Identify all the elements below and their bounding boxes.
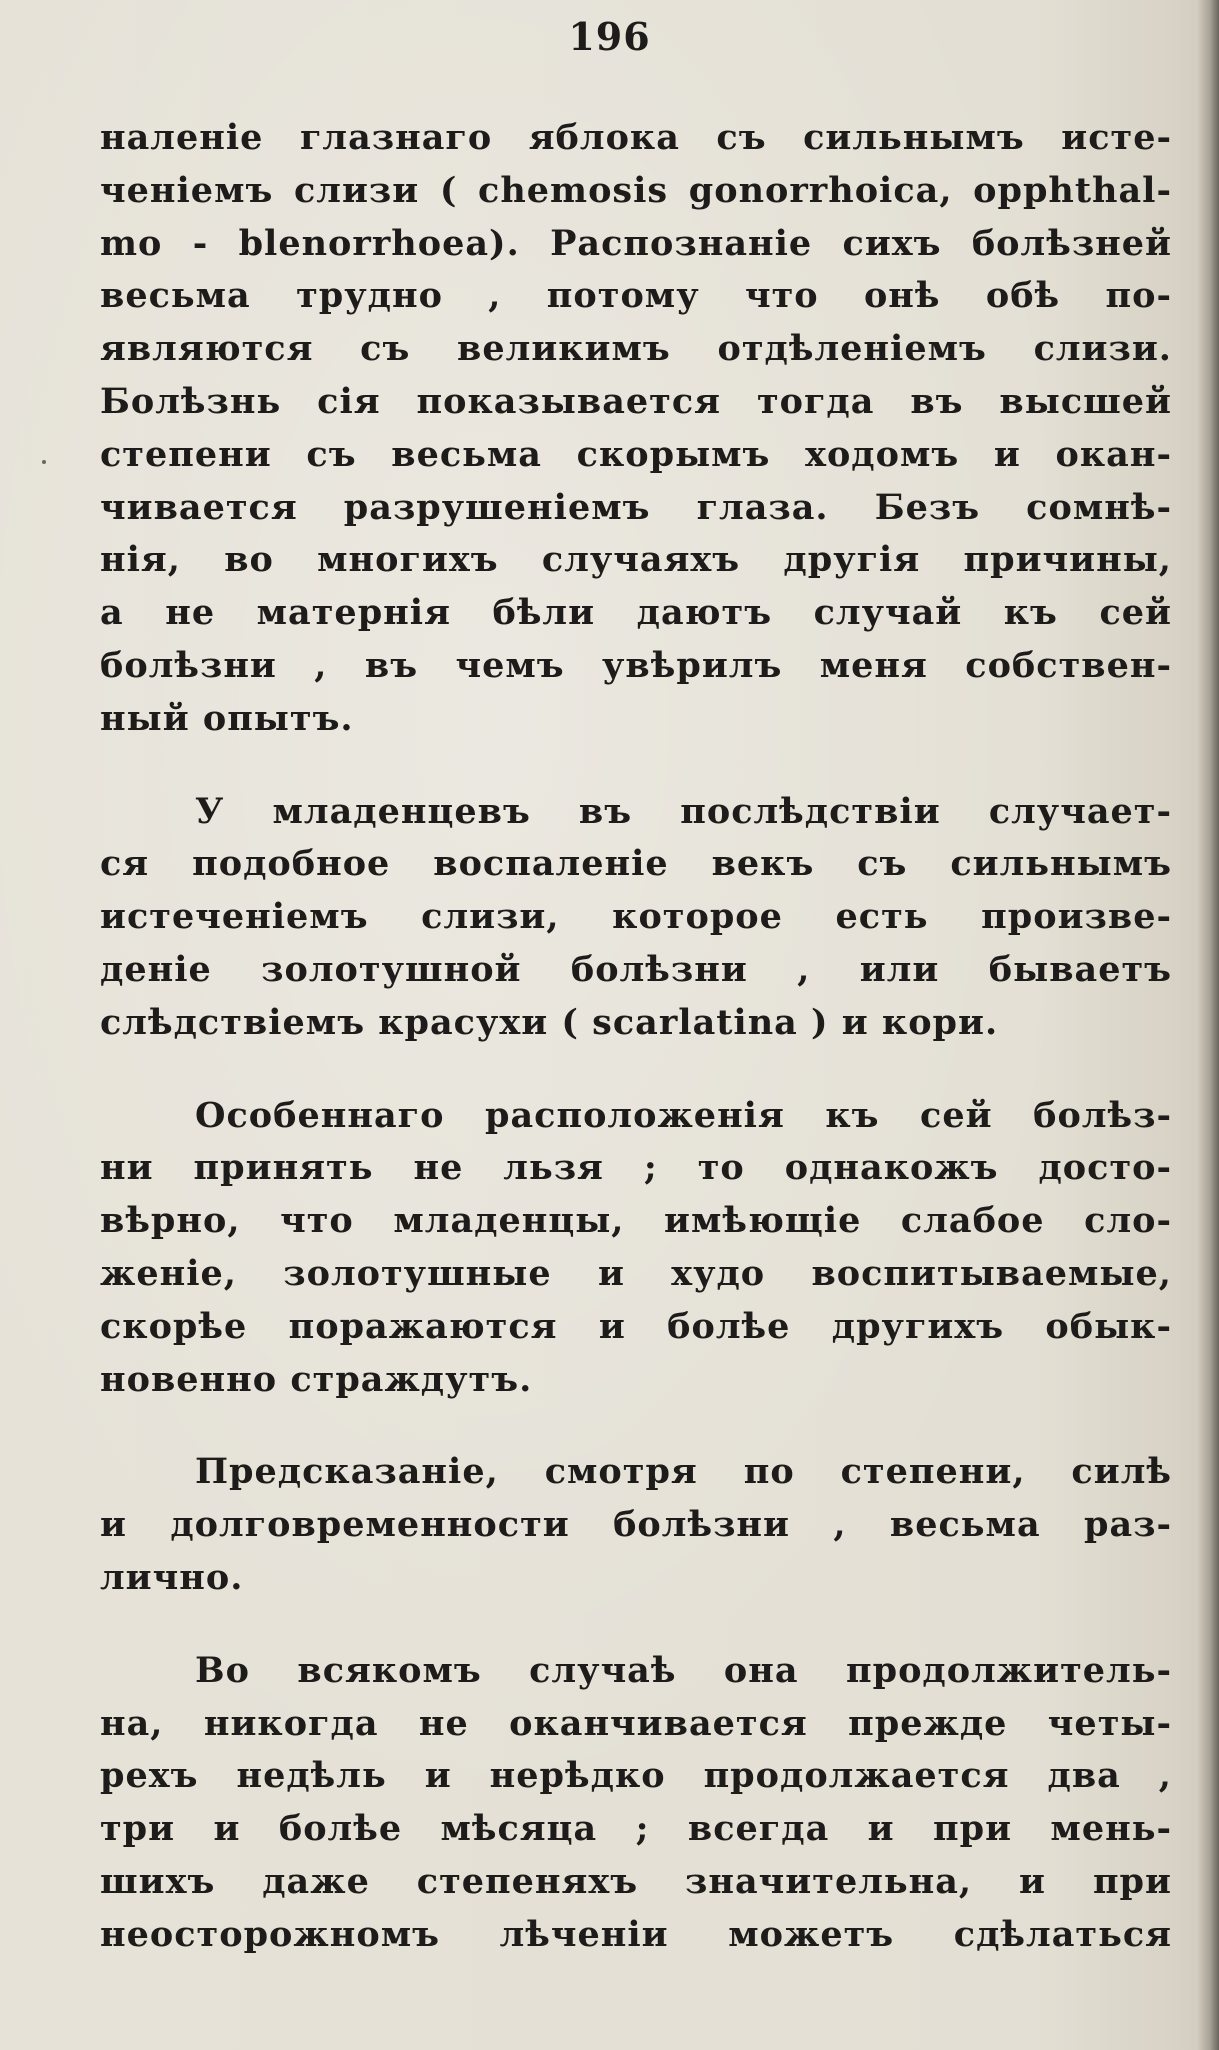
paragraph [100,1446,1172,1604]
paragraph [100,1645,1172,1962]
text-line: чивается разрушеніемъ глаза. Безъ сомнѣ- [100,486,1172,528]
text-line: слѣдствіемъ красухи ( scarlatina ) и кори. [100,1001,999,1043]
text-line: ни принять не льзя ; то однакожъ досто- [100,1147,1172,1189]
text-line: скорѣе поражаются и болѣе другихъ обык- [100,1305,1172,1347]
text-line: лично. [100,1556,244,1598]
text-line: болѣзни , въ чемъ увѣрилъ меня собствен- [100,644,1172,686]
text-line: истеченіемъ слизи, которое есть произве- [100,896,1172,938]
page-number: 196 [568,14,651,59]
text-line: а не матернія бѣли даютъ случай къ сей [100,592,1172,634]
text-line: вѣрно, что младенцы, имѣющіе слабое сло- [100,1200,1172,1242]
text-line: Предсказаніе, смотря по степени, силѣ [195,1451,1172,1493]
text-line: Болѣзнь сія показывается тогда въ высшей [100,380,1172,422]
text-line: рехъ недѣль и нерѣдко продолжается два , [100,1755,1172,1797]
body-text [100,112,1172,1962]
text-line: шихъ даже степеняхъ значительна, и при [100,1860,1172,1902]
text-line: неосторожномъ лѣченіи можетъ сдѣлаться [100,1913,1172,1955]
text-line: и долговременности болѣзни , весьма раз- [100,1504,1172,1546]
text-line: степени съ весьма скорымъ ходомъ и окан- [100,433,1172,475]
paragraph [100,1090,1172,1407]
text-line: mo - blenorrhoea). Распознаніе сихъ болѣзней [100,222,1172,264]
text-line: ный опытъ. [100,697,354,739]
paragraph [100,786,1172,1050]
text-line: весьма трудно , потому что онѣ обѣ по- [100,275,1172,317]
text-line: ся подобное воспаленіе векъ съ сильнымъ [100,843,1172,885]
text-line: наленіе глазнаго яблока съ сильнымъ исте- [100,117,1172,158]
ink-speck [42,460,46,464]
text-line: деніе золотушной болѣзни , или бываетъ [100,948,1172,990]
text-line: Во всякомъ случаѣ она продолжитель- [195,1649,1172,1691]
text-line: ченіемъ слизи ( chemosis gonorrhoica, opphthal- [100,169,1172,211]
text-line: на, никогда не оканчивается прежде четы- [100,1702,1172,1744]
text-line: нія, во многихъ случаяхъ другія причины, [100,539,1172,581]
page-edge-shadow [1197,0,1219,2050]
text-line: новенно страждутъ. [100,1358,533,1400]
text-line: являются съ великимъ отдѣленіемъ слизи. [100,328,1172,370]
paragraph [100,112,1172,746]
text-line: Особеннаго расположенія къ сей болѣз- [195,1094,1172,1136]
text-line: три и болѣе мѣсяца ; всегда и при мень- [100,1808,1172,1850]
text-line: женіе, золотушные и худо воспитываемые, [100,1252,1172,1294]
text-line: У младенцевъ въ послѣдствіи случает- [195,790,1172,832]
